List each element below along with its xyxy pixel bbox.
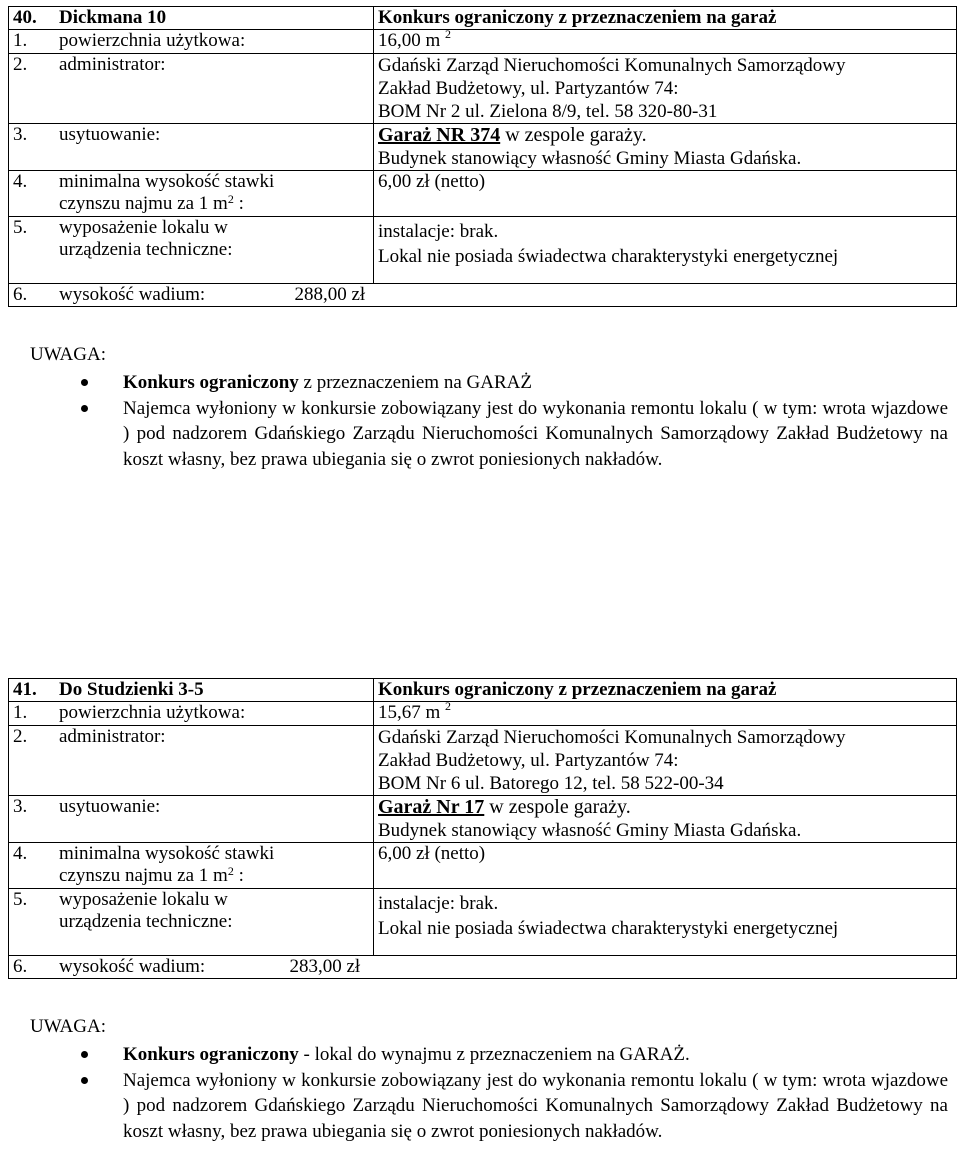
location-label: usytuowanie:	[59, 124, 161, 145]
rent-label-line2: czynszu najmu za 1 m	[59, 865, 228, 886]
item-number: 6.	[13, 956, 28, 977]
rent-label-line2: czynszu najmu za 1 m	[59, 193, 228, 214]
area-label: powierzchnia użytkowa:	[59, 702, 246, 723]
rent-value: 6,00 zł (netto)	[374, 171, 957, 217]
notice-heading: UWAGA:	[30, 1016, 106, 1037]
admin-line1: Gdański Zarząd Nieruchomości Komunalnych Samorządowy	[378, 727, 846, 748]
energy-certificate-note: Lokal nie posiada świadectwa charakterystyki energetycznej	[378, 246, 839, 267]
notice-item	[86, 396, 948, 473]
admin-line3: BOM Nr 6 ul. Batorego 12, tel. 58 522-00-34	[378, 773, 724, 794]
item-number: 5.	[13, 889, 28, 910]
bullet-icon	[81, 379, 88, 386]
bullet-icon	[81, 1051, 88, 1058]
record-title: Konkurs ograniczony z przeznaczeniem na garaż	[374, 7, 957, 30]
garage-location-text: w zespole garaży.	[484, 796, 631, 818]
notice-list	[86, 370, 948, 472]
record-address: Do Studzienki 3-5	[59, 679, 204, 700]
rent-superscript: 2	[227, 864, 234, 878]
area-value: 16,00 m	[378, 30, 441, 51]
deposit-value: 288,00 zł	[294, 284, 366, 305]
garage-name: Garaż NR 374	[378, 124, 501, 146]
location-row	[9, 796, 957, 843]
rent-colon: :	[233, 865, 244, 886]
rent-row	[9, 843, 957, 889]
equipment-label-line2: urządzenia techniczne:	[59, 911, 233, 932]
admin-line2: Zakład Budżetowy, ul. Partyzantów 74:	[378, 750, 679, 771]
equipment-label-line1: wyposażenie lokalu w	[59, 217, 228, 238]
notice-bold-text: Konkurs ograniczony	[123, 372, 299, 393]
garage-name: Garaż Nr 17	[378, 796, 485, 818]
notice-item	[86, 1042, 948, 1068]
energy-certificate-note: Lokal nie posiada świadectwa charakterystyki energetycznej	[378, 918, 839, 939]
deposit-value: 283,00 zł	[289, 956, 361, 977]
installations-value: instalacje: brak.	[378, 893, 499, 914]
bullet-icon	[81, 405, 88, 412]
bullet-icon	[81, 1077, 88, 1084]
location-row	[9, 124, 957, 171]
area-value: 15,67 m	[378, 702, 441, 723]
area-superscript: 2	[445, 699, 452, 713]
item-number: 3.	[13, 796, 28, 817]
item-number: 5.	[13, 217, 28, 238]
equipment-label-line2: urządzenia techniczne:	[59, 239, 233, 260]
rent-colon: :	[233, 193, 244, 214]
record-41-table	[8, 678, 957, 979]
admin-label: administrator:	[59, 726, 166, 747]
installations-value: instalacje: brak.	[378, 221, 499, 242]
location-label: usytuowanie:	[59, 796, 161, 817]
notice-text: Najemca wyłoniony w konkursie zobowiązany jest do wykonania remontu lokalu ( w tym: wrota wjazdowe ) pod nadzorem Gdańskiego Zarządu Nieruchomości Komunalnych Samorządowy Zakład Budżetowy na koszt własny, bez prawa ubiegania się o zwrot poniesionych nakładów.	[123, 1069, 948, 1142]
deposit-label: wysokość wadium:	[59, 284, 206, 305]
record-number: 41.	[13, 679, 37, 700]
notice-item	[86, 1068, 948, 1145]
notice-list	[86, 1042, 948, 1144]
admin-line3: BOM Nr 2 ul. Zielona 8/9, tel. 58 320-80-31	[378, 101, 718, 122]
rent-row	[9, 171, 957, 217]
ownership-text: Budynek stanowiący własność Gminy Miasta Gdańska.	[378, 148, 802, 169]
item-number: 4.	[13, 843, 28, 864]
deposit-label: wysokość wadium:	[59, 956, 206, 977]
deposit-row	[9, 284, 957, 307]
record-header-row	[9, 679, 957, 702]
garage-location-text: w zespole garaży.	[500, 124, 647, 146]
deposit-row	[9, 956, 957, 979]
item-number: 4.	[13, 171, 28, 192]
notice-text: z przeznaczeniem na GARAŻ	[298, 372, 532, 393]
equipment-row	[9, 217, 957, 284]
record-header-row	[9, 7, 957, 30]
rent-label-line1: minimalna wysokość stawki	[59, 843, 275, 864]
area-row	[9, 30, 957, 54]
notice-heading: UWAGA:	[30, 344, 106, 365]
notice-text: - lokal do wynajmu z przeznaczeniem na GARAŻ.	[298, 1044, 690, 1065]
notice-text: Najemca wyłoniony w konkursie zobowiązany jest do wykonania remontu lokalu ( w tym: wrota wjazdowe ) pod nadzorem Gdańskiego Zarządu Nieruchomości Komunalnych Samorządowy Zakład Budżetowy na koszt własny, bez prawa ubiegania się o zwrot poniesionych nakładów.	[123, 397, 948, 470]
admin-label: administrator:	[59, 54, 166, 75]
item-number: 3.	[13, 124, 28, 145]
notice-bold-text: Konkurs ograniczony	[123, 1044, 299, 1065]
rent-superscript: 2	[227, 192, 234, 206]
item-number: 2.	[13, 726, 28, 747]
item-number: 6.	[13, 284, 28, 305]
area-row	[9, 702, 957, 726]
item-number: 2.	[13, 54, 28, 75]
area-label: powierzchnia użytkowa:	[59, 30, 246, 51]
ownership-text: Budynek stanowiący własność Gminy Miasta Gdańska.	[378, 820, 802, 841]
admin-line1: Gdański Zarząd Nieruchomości Komunalnych Samorządowy	[378, 55, 846, 76]
rent-label-line1: minimalna wysokość stawki	[59, 171, 275, 192]
equipment-label-line1: wyposażenie lokalu w	[59, 889, 228, 910]
admin-row	[9, 726, 957, 796]
notice-item	[86, 370, 948, 396]
record-number: 40.	[13, 7, 37, 28]
record-address: Dickmana 10	[59, 7, 167, 28]
equipment-row	[9, 889, 957, 956]
record-title: Konkurs ograniczony z przeznaczeniem na garaż	[374, 679, 957, 702]
area-superscript: 2	[445, 27, 452, 41]
item-number: 1.	[13, 30, 28, 51]
admin-line2: Zakład Budżetowy, ul. Partyzantów 74:	[378, 78, 679, 99]
record-40-table	[8, 6, 957, 307]
rent-value: 6,00 zł (netto)	[374, 843, 957, 889]
admin-row	[9, 54, 957, 124]
item-number: 1.	[13, 702, 28, 723]
